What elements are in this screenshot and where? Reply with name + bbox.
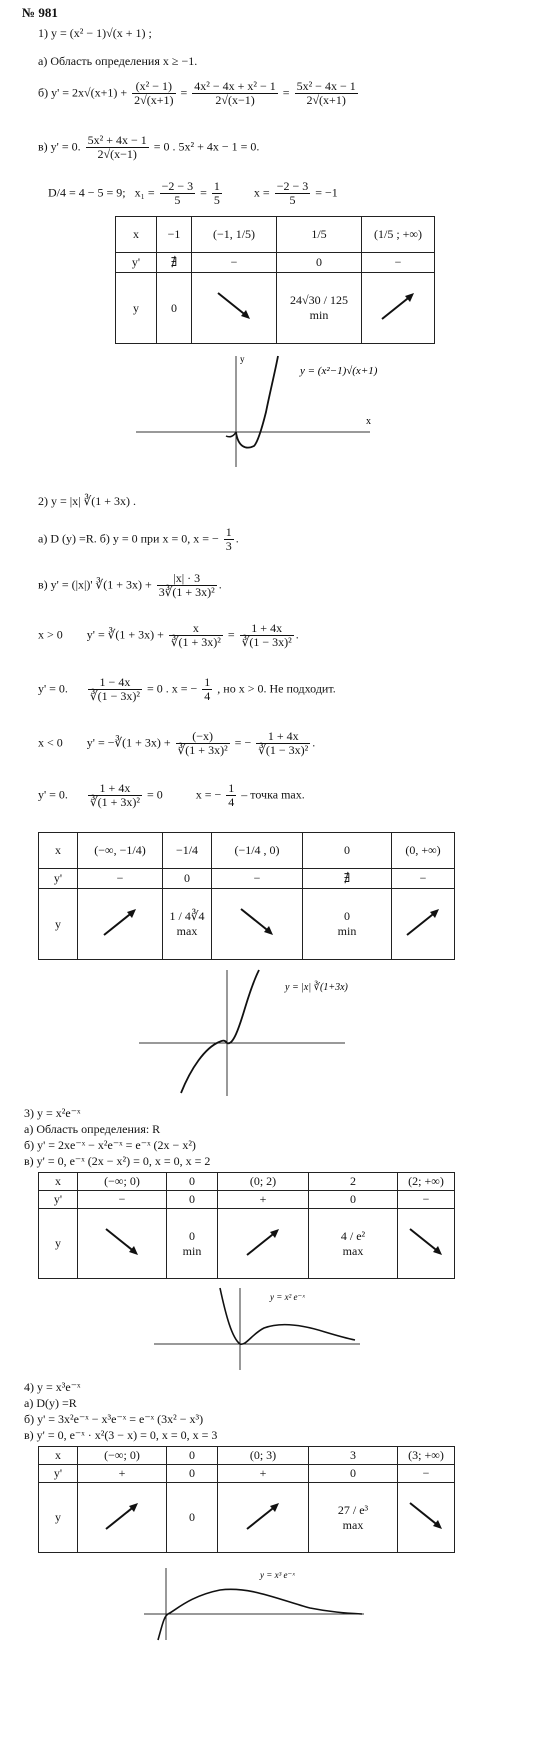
p3-line1: 3) y = x²e⁻ˣ [24, 1106, 81, 1120]
table-cell [277, 273, 362, 344]
graph-label: y = x³ e⁻ˣ [260, 1570, 295, 1580]
p2-l5-text: y' = 0. [38, 681, 68, 696]
frac-den: 3∛(1 + 3x)² [158, 585, 215, 599]
table-cell [218, 1209, 309, 1279]
increasing-arrow-icon [403, 905, 443, 939]
table-cell [309, 1483, 398, 1553]
p1-frac5 [160, 180, 196, 207]
p1-frac4 [86, 134, 149, 161]
table-cell: x [39, 833, 78, 869]
curve [236, 356, 278, 448]
table-cell: (0; 2) [218, 1173, 309, 1191]
table-cell: (1/5 ; +∞) [362, 217, 435, 253]
p1-eq2: = [282, 85, 290, 100]
max-label: max [176, 924, 198, 939]
table-cell: ∄ [303, 869, 392, 889]
p2-l6-cond: x < 0 [38, 735, 63, 750]
frac-num: x [169, 622, 223, 636]
p2-frac-l6b [256, 730, 310, 757]
p1-f6-den: 5 [289, 193, 296, 207]
table-cell: − [78, 869, 163, 889]
p2-frac-l7a [88, 782, 142, 809]
p2-l7-x: x = − [195, 787, 222, 802]
table-cell: y [39, 1209, 78, 1279]
y-axis-label: y [240, 354, 245, 364]
table-cell: 1/5 [277, 217, 362, 253]
p1-line2: а) Область определения x ≥ −1. [38, 54, 198, 68]
p1-f5-den: 5 [174, 193, 181, 207]
frac-num: 1 [225, 525, 232, 539]
p2-line2: а) D (y) =R. б) y = 0 при x = 0, x = − $\frac{1}{3}$ . [38, 525, 239, 553]
p1-graph [130, 352, 430, 470]
graph-label: y = |x| ∛(1+3x) [285, 982, 348, 993]
curve-start [226, 432, 236, 437]
table-cell: y [39, 1483, 78, 1553]
frac-den: ∛(1 − 3x)² [89, 689, 140, 703]
frac-num: 1 + 4x [240, 622, 294, 636]
table-cell: (−1/4 , 0) [212, 833, 303, 869]
table-cell: 0 [167, 1173, 218, 1191]
p1-l4-tail: = 0 . 5x² + 4x − 1 = 0. [153, 139, 260, 154]
table-cell: (0, +∞) [392, 833, 455, 869]
p4-graph [140, 1566, 440, 1642]
increasing-arrow-icon [243, 1499, 283, 1533]
p1-f2-num: 4x² − 4x + x² − 1 [194, 79, 276, 93]
min-label: min [309, 308, 329, 323]
p2-line3: в) y' = (|x|)' ∛(1 + 3x) + $\frac{|x| \cdot 3}{\text{3∛(1 + 3x)²}}$ . [38, 571, 222, 599]
p1-f2-den: 2√(x−1) [215, 93, 255, 107]
p3-line2: а) Область определения: R [24, 1122, 161, 1136]
table-cell: − [362, 253, 435, 273]
frac-num: 1 + 4x [88, 782, 142, 796]
table-cell: 2 [309, 1173, 398, 1191]
p4-line2: а) D(y) =R [24, 1396, 77, 1410]
table-cell: (−∞, −1/4) [78, 833, 163, 869]
p2-l4-text: y' = ∛(1 + 3x) + [86, 627, 164, 642]
table-cell: 0 [303, 833, 392, 869]
cell-value: 24√30 / 125 [290, 293, 348, 308]
p1-line1: 1) y = (x² − 1)√(x + 1) ; [38, 26, 152, 40]
x-axis-label: x [366, 416, 371, 427]
p1-x1: x₁ = [134, 185, 155, 200]
p1-disc: D/4 = 4 − 5 = 9; [48, 185, 126, 200]
p1-f5-num: −2 − 3 [161, 179, 194, 193]
p1-eq1: = [180, 85, 188, 100]
p2-frac-l7b [226, 782, 236, 809]
table-cell: (−1, 1/5) [192, 217, 277, 253]
frac-den: 4 [204, 689, 211, 703]
p3-line3: б) y' = 2xe⁻ˣ − x²e⁻ˣ = e⁻ˣ (2x − x²) [24, 1138, 196, 1152]
frac-den: ∛(1 − 3x)² [241, 635, 292, 649]
graph-label: y = (x²−1)√(x+1) [300, 365, 378, 377]
cell-value: 0 [189, 1228, 195, 1243]
decreasing-arrow-icon [102, 1225, 142, 1259]
p1-f1-den: 2√(x+1) [134, 93, 174, 107]
table-cell [192, 273, 277, 344]
cell-value: 0 [344, 909, 350, 924]
frac-num: |x| · 3 [157, 572, 217, 586]
p2-frac-l4b [240, 622, 294, 649]
table-cell: + [218, 1191, 309, 1209]
table-row [39, 1191, 455, 1209]
table-row [116, 253, 435, 273]
table-cell [78, 889, 163, 960]
p1-x2: x = [253, 185, 270, 200]
table-cell [392, 889, 455, 960]
p2-l3-text: в) y' = (|x|)' ∛(1 + 3x) + [38, 577, 152, 592]
graph-label: y = x² e⁻ˣ [270, 1292, 305, 1302]
table-cell: − [398, 1191, 455, 1209]
p1-f6-num: −2 − 3 [276, 179, 309, 193]
p2-line7 [38, 782, 305, 809]
p2-l4-cond: x > 0 [38, 627, 63, 642]
p3-graph [150, 1286, 450, 1372]
table-row [39, 1465, 455, 1483]
table-cell: x [39, 1447, 78, 1465]
p1-l4-text: в) y' = 0. [38, 139, 81, 154]
p2-l6-eq: = − [234, 735, 252, 750]
table-cell [303, 889, 392, 960]
frac-num: (−x) [176, 730, 230, 744]
table-cell: 0 [167, 1447, 218, 1465]
table-cell: y' [39, 1191, 78, 1209]
table-cell [167, 1209, 218, 1279]
table-cell: (−∞; 0) [78, 1447, 167, 1465]
p1-x2-val: = −1 [315, 185, 338, 200]
curve [181, 970, 259, 1093]
table-row [116, 217, 435, 253]
table-cell: 0 [309, 1465, 398, 1483]
p4-line3: б) y' = 3x²e⁻ˣ − x³e⁻ˣ = e⁻ˣ (3x² − x³) [24, 1412, 204, 1426]
table-cell [309, 1209, 398, 1279]
p4-sign-table [38, 1446, 455, 1553]
p2-l4-eq: = [227, 627, 235, 642]
decreasing-arrow-icon [406, 1499, 446, 1533]
p4-line1: 4) y = x³e⁻ˣ [24, 1380, 81, 1394]
table-cell: − [192, 253, 277, 273]
p2-frac-l2 [224, 526, 234, 553]
p2-l7-eq: = 0 [146, 787, 163, 802]
p2-l7-tail: – точка max. [241, 787, 305, 802]
table-cell: x [116, 217, 157, 253]
table-cell: 0 [167, 1465, 218, 1483]
p2-frac-l5a [88, 676, 142, 703]
p2-l5-tail: , но x > 0. Не подходит. [217, 681, 336, 696]
frac-den: ∛(1 + 3x)² [89, 795, 140, 809]
p1-frac6 [275, 180, 311, 207]
table-row [39, 1447, 455, 1465]
frac-den: ∛(1 + 3x)² [177, 743, 228, 757]
p2-frac-l6a [176, 730, 230, 757]
table-cell [78, 1483, 167, 1553]
p2-frac-l4a [169, 622, 223, 649]
table-cell [398, 1209, 455, 1279]
p1-f1-num: (x² − 1) [132, 80, 175, 94]
table-cell: x [39, 1173, 78, 1191]
p1-frac2 [192, 80, 278, 107]
table-cell [78, 1209, 167, 1279]
increasing-arrow-icon [243, 1225, 283, 1259]
decreasing-arrow-icon [214, 289, 254, 323]
table-cell: − [212, 869, 303, 889]
p2-frac-l3 [157, 572, 217, 599]
table-row [116, 273, 435, 344]
cell-value: 1 / 4∛4 [169, 909, 205, 924]
cell-value: 27 / e³ [337, 1502, 369, 1517]
p2-l6-text: y' = −∛(1 + 3x) + [86, 735, 171, 750]
p2-line1: 2) y = |x| ∛(1 + 3x) . [38, 494, 136, 508]
table-row [39, 869, 455, 889]
table-cell: 3 [309, 1447, 398, 1465]
table-cell: ∄ [157, 253, 192, 273]
frac-den: 4 [228, 795, 235, 809]
table-cell [212, 889, 303, 960]
p2-line6: x < 0 y' = −∛(1 + 3x) + $\frac{(-x)}{\text{∛(1 + 3x)²}}$ = − $\frac{1 + 4x}{\text{∛(1 − 3x)²}}$ . [38, 729, 316, 757]
table-cell: y' [39, 1465, 78, 1483]
p2-l2-text: а) D (y) =R. б) y = 0 при x = 0, x = − [38, 531, 219, 546]
p1-frac1 [132, 80, 175, 107]
table-row [39, 889, 455, 960]
p2-l5-mid: = 0 . x = − [146, 681, 198, 696]
table-cell: −1 [157, 217, 192, 253]
table-row [39, 1483, 455, 1553]
table-cell [398, 1483, 455, 1553]
min-label: min [337, 924, 357, 939]
table-cell: 0 [309, 1191, 398, 1209]
p2-graph [135, 968, 455, 1098]
decreasing-arrow-icon [406, 1225, 446, 1259]
table-cell: −1/4 [163, 833, 212, 869]
table-cell: (2; +∞) [398, 1173, 455, 1191]
p4-line4: в) y' = 0, e⁻ˣ · x²(3 − x) = 0, x = 0, x = 3 [24, 1428, 218, 1442]
max-label: max [342, 1517, 364, 1532]
p2-sign-table [38, 832, 455, 960]
p1-f4-num: 5x² + 4x − 1 [87, 133, 147, 147]
decreasing-arrow-icon [237, 905, 277, 939]
table-row [39, 1173, 455, 1191]
min-label: min [182, 1243, 202, 1258]
table-cell: 0 [167, 1191, 218, 1209]
frac-den: ∛(1 − 3x)² [258, 743, 309, 757]
p1-f3-den: 2√(x+1) [306, 93, 346, 107]
frac-den: ∛(1 + 3x)² [170, 635, 221, 649]
cell-value: 4 / e² [340, 1228, 366, 1243]
table-cell: 0 [277, 253, 362, 273]
p2-l7-text: y' = 0. [38, 787, 68, 802]
p2-line4: x > 0 y' = ∛(1 + 3x) + $\frac{x}{\text{∛(1 + 3x)²}}$ = $\frac{1 + 4x}{\text{∛(1 − 3x)²}}$ . [38, 621, 299, 649]
frac-num: 1 [204, 675, 211, 689]
table-cell: y [39, 889, 78, 960]
p2-line5 [38, 676, 336, 703]
table-cell: (3; +∞) [398, 1447, 455, 1465]
table-cell: + [218, 1465, 309, 1483]
frac-num: 1 + 4x [256, 730, 310, 744]
max-label: max [342, 1243, 364, 1258]
curve [158, 1589, 362, 1640]
p1-frac3 [295, 80, 358, 107]
table-cell [218, 1483, 309, 1553]
p1-f5b-den: 5 [213, 193, 220, 207]
table-row [39, 1209, 455, 1279]
table-cell: − [78, 1191, 167, 1209]
table-cell: (0; 3) [218, 1447, 309, 1465]
p1-f5b-num: 1 [213, 179, 220, 193]
p3-sign-table [38, 1172, 455, 1279]
p2-frac-l5b [202, 676, 212, 703]
increasing-arrow-icon [378, 289, 418, 323]
p1-line4 [38, 134, 259, 161]
p1-l3-text: б) y' = 2x√(x+1) + [38, 85, 128, 100]
table-cell: y [116, 273, 157, 344]
p1-eq5: = [200, 185, 207, 200]
p3-line4: в) y' = 0, e⁻ˣ (2x − x²) = 0, x = 0, x = 2 [24, 1154, 211, 1168]
increasing-arrow-icon [102, 1499, 142, 1533]
table-cell: + [78, 1465, 167, 1483]
table-cell: 0 [163, 869, 212, 889]
frac-num: 1 [228, 781, 235, 795]
table-cell: y' [116, 253, 157, 273]
p1-frac5b [212, 180, 222, 207]
p1-line3 [38, 80, 360, 107]
problem-number: № 981 [22, 5, 58, 20]
table-cell: 0 [157, 273, 192, 344]
table-cell: − [398, 1465, 455, 1483]
frac-den: 3 [225, 539, 232, 553]
table-row [39, 833, 455, 869]
p1-f3-num: 5x² − 4x − 1 [296, 79, 356, 93]
table-cell: − [392, 869, 455, 889]
table-cell: 0 [167, 1483, 218, 1553]
table-cell: y' [39, 869, 78, 889]
table-cell [163, 889, 212, 960]
p1-line5 [48, 180, 338, 207]
table-cell: (−∞; 0) [78, 1173, 167, 1191]
p1-sign-table [115, 216, 435, 344]
p1-f4-den: 2√(x−1) [97, 147, 137, 161]
table-cell [362, 273, 435, 344]
increasing-arrow-icon [100, 905, 140, 939]
frac-num: 1 − 4x [88, 676, 142, 690]
